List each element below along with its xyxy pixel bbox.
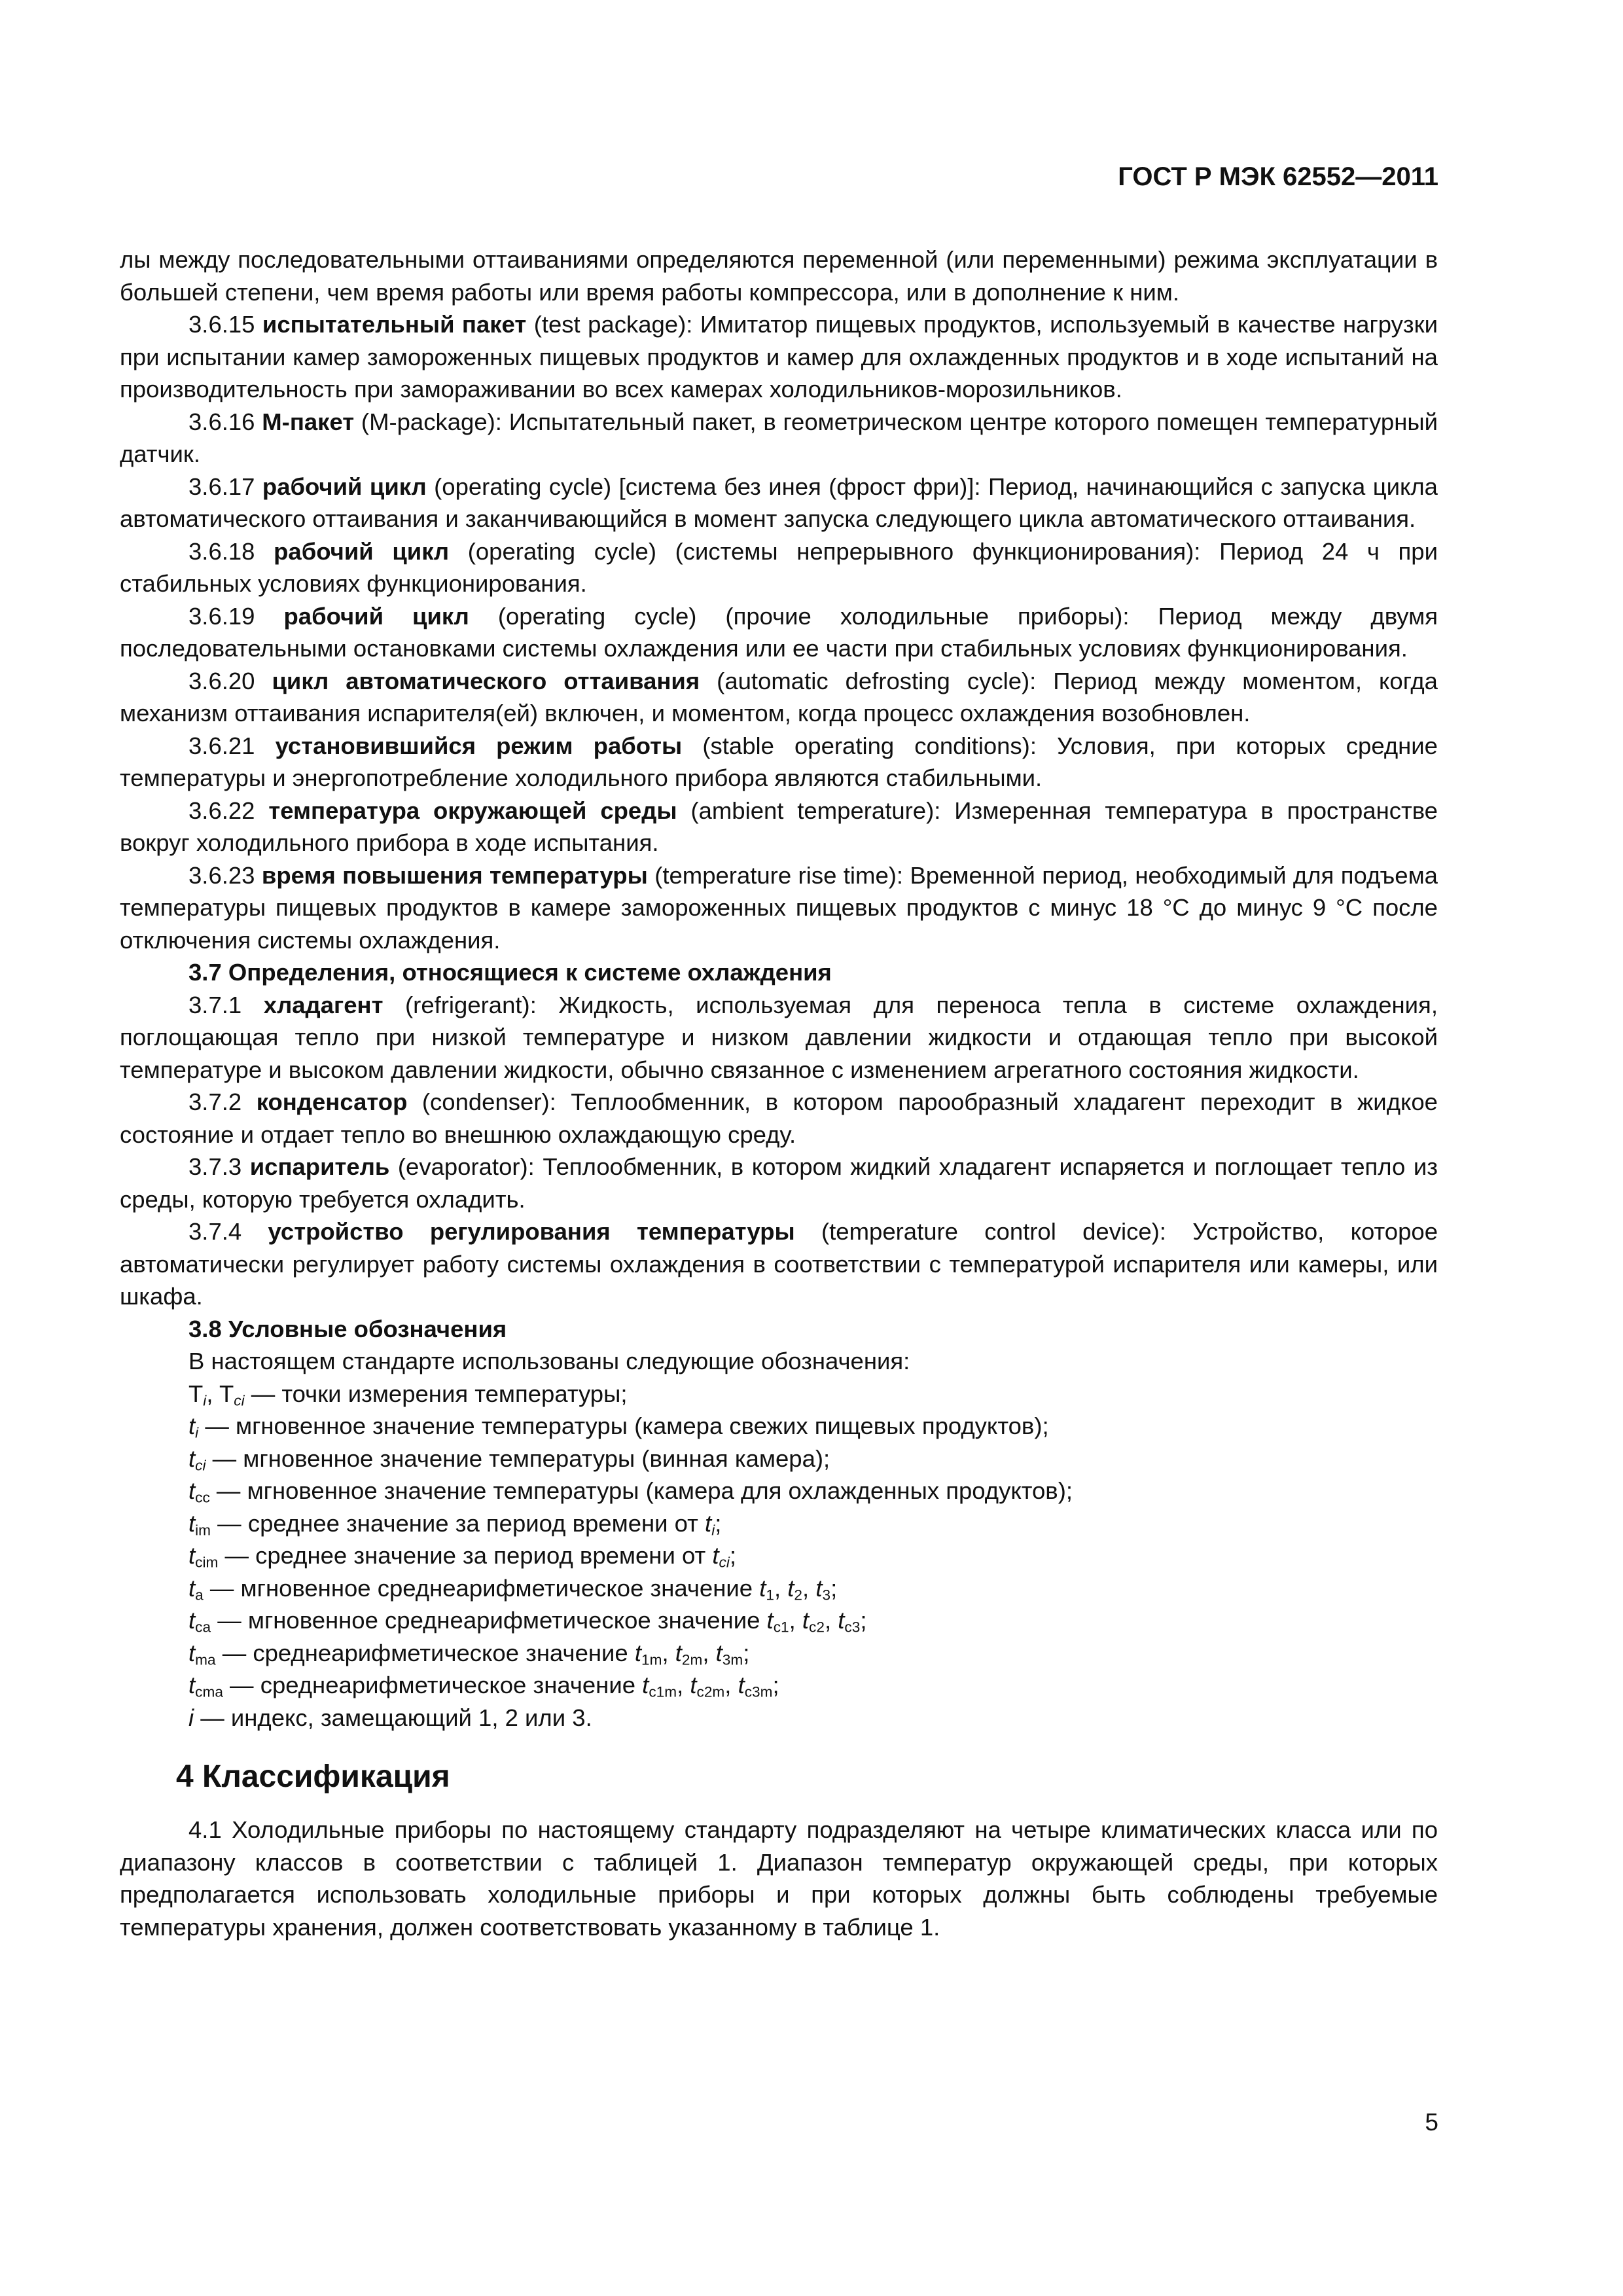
clause-number: 3.7.4	[188, 1218, 242, 1245]
symbol-item: $t_a$ — мгновенное среднеарифметическое значение $t_1$, $t_2$, $t_3$;	[188, 1574, 838, 1604]
symbol-item: $t_{cc}$ — мгновенное значение температуры (камера для охлажденных продуктов);	[188, 1477, 1073, 1506]
definition-3-6-16	[120, 406, 1438, 471]
section-heading-3-8: 3.8 Условные обозначения	[188, 1315, 507, 1342]
symbol-item: $t_{im}$ — среднее значение за период времени от $t_i$;	[188, 1509, 722, 1539]
definition-text: (condenser): Теплообменник, в котором парообразный хладагент переходит в жидкое состояние и отдает тепло во внешнюю охлаждающую среду.	[120, 1088, 1438, 1148]
term: конденсатор	[256, 1088, 408, 1115]
clause-number: 3.6.19	[188, 602, 255, 630]
clause-number: 3.7.1	[188, 991, 242, 1018]
definition-text: (operating cycle) (прочие холодильные приборы): Период между двумя последовательными остановками системы охлаждения или ее части при стабильных условиях функционирования.	[120, 602, 1438, 662]
definition-3-6-19	[120, 600, 1438, 665]
term: рабочий цикл	[283, 602, 469, 630]
symbols-list	[120, 1345, 1438, 1734]
symbol-item: $t_{cim}$ — среднее значение за период времени от $t_{ci}$;	[188, 1542, 737, 1571]
term: устройство регулирования температуры	[268, 1218, 795, 1245]
symbol-item: $t_{ci}$ — мгновенное значение температуры (винная камера);	[188, 1444, 830, 1474]
section-heading-3-7: 3.7 Определения, относящиеся к системе охлаждения	[188, 959, 832, 986]
definition-text: (operating cycle) (системы непрерывного функционирования): Период 24 ч при стабильных условиях функционирования.	[120, 537, 1438, 597]
definition-3-6-23	[120, 859, 1438, 957]
definition-text: (temperature rise time): Временной период, необходимый для подъема температуры пищевых продуктов в камере замороженных пищевых продуктов с минус 18 °С до минус 9 °С после отключения системы охлаждения.	[120, 861, 1438, 954]
symbol-item: $t_{ma}$ — среднеарифметическое значение $t_{1m}$, $t_{2m}$, $t_{3m}$;	[188, 1639, 750, 1668]
term: М-пакет	[262, 408, 355, 435]
definition-3-6-18	[120, 535, 1438, 600]
term: время повышения температуры	[261, 861, 648, 889]
symbols-intro: В настоящем стандарте использованы следующие обозначения:	[188, 1348, 910, 1374]
clause-number: 3.7.2	[188, 1088, 242, 1115]
term: температура окружающей среды	[268, 797, 677, 824]
definition-text: (test package): Имитатор пищевых продуктов, используемый в качестве нагрузки при испытании камер замороженных пищевых продуктов и камер для охлажденных продуктов и в ходе испытаний на производительность при замораживании во всех камерах холодильников-морозильников.	[120, 311, 1438, 403]
definition-3-7-1	[120, 989, 1438, 1086]
definition-text: (evaporator): Теплообменник, в котором жидкий хладагент испаряется и поглощает тепло из среды, которую требуется охладить.	[120, 1153, 1438, 1213]
definition-text: (operating cycle) [система без инея (фрост фри)]: Период, начинающийся с запуска цикла автоматического оттаивания и заканчивающийся в момент запуска следующего цикла автоматического оттаивания.	[120, 473, 1438, 532]
definition-text: (temperature control device): Устройство, которое автоматически регулирует работу системы охлаждения в соответствии с температурой испарителя или камеры, или шкафа.	[120, 1218, 1438, 1310]
section-heading-4: 4 Классификация	[176, 1759, 450, 1794]
clause-number: 3.7.3	[188, 1153, 242, 1180]
clause-number: 3.6.21	[188, 732, 255, 759]
clause-number: 3.6.16	[188, 408, 255, 435]
definition-3-7-2	[120, 1086, 1438, 1151]
symbol-item: $t_i$ — мгновенное значение температуры (камера свежих пищевых продуктов);	[188, 1412, 1049, 1441]
term: цикл автоматического оттаивания	[272, 667, 700, 694]
definition-text: (stable operating conditions): Условия, при которых средние температуры и энергопотребление холодильного прибора являются стабильными.	[120, 732, 1438, 791]
continued-paragraph: лы между последовательными оттаиваниями определяются переменной (или переменными) режима эксплуатации в большей степени, чем время работы или время работы компрессора, или в дополнение к ним.	[120, 246, 1438, 306]
definition-3-7-4	[120, 1215, 1438, 1313]
definition-3-6-20	[120, 665, 1438, 730]
symbol-item: i — индекс, замещающий 1, 2 или 3.	[188, 1704, 592, 1731]
definition-text: (ambient temperature): Измеренная температура в пространстве вокруг холодильного прибора в ходе испытания.	[120, 797, 1438, 856]
symbol-item: $T_i$, $T_{ci}$ — точки измерения температуры;	[188, 1380, 628, 1409]
page-number: 5	[1425, 2109, 1438, 2136]
term: испаритель	[249, 1153, 390, 1180]
clause-number: 3.6.20	[188, 667, 255, 694]
symbol-item: $t_{ca}$ — мгновенное среднеарифметическое значение $t_{c1}$, $t_{c2}$, $t_{c3}$;	[188, 1607, 867, 1636]
clause-number: 3.6.15	[188, 311, 255, 338]
definition-3-6-22	[120, 795, 1438, 859]
term: рабочий цикл	[274, 537, 450, 565]
term: испытательный пакет	[262, 311, 527, 338]
clause-number: 3.6.23	[188, 861, 255, 889]
clause-4-1: 4.1 Холодильные приборы по настоящему стандарту подразделяют на четыре климатических класса или по диапазону классов в соответствии с таблицей 1. Диапазон температур окружающей среды, при которых предполагается использовать холодильные приборы и при которых должны быть соблюдены требуемые температуры хранения, должен соответствовать указанному в таблице 1.	[120, 1816, 1438, 1941]
symbol-item: $t_{cma}$ — среднеарифметическое значение $t_{c1m}$, $t_{c2m}$, $t_{c3m}$;	[188, 1672, 779, 1700]
definition-3-7-3	[120, 1151, 1438, 1215]
definition-text: (M-package): Испытательный пакет, в геометрическом центре которого помещен температурный датчик.	[120, 408, 1438, 467]
term: установившийся режим работы	[275, 732, 683, 759]
clause-number: 3.6.22	[188, 797, 255, 824]
term: хладагент	[263, 991, 383, 1018]
document-body	[120, 243, 1438, 1943]
definition-3-6-21	[120, 730, 1438, 795]
definition-3-6-15	[120, 308, 1438, 406]
definition-text: (refrigerant): Жидкость, используемая для переноса тепла в системе охлаждения, поглощающая тепло при низкой температуре и низком давлении жидкости и отдающая тепло при высокой температуре и высоком давлении жидкости, обычно связанное с изменением агрегатного состояния жидкости.	[120, 991, 1438, 1083]
definition-text: (automatic defrosting cycle): Период между моментом, когда механизм оттаивания испарителя(ей) включен, и моментом, когда процесс охлаждения возобновлен.	[120, 667, 1438, 726]
definition-3-6-17	[120, 471, 1438, 535]
clause-number: 3.6.18	[188, 537, 255, 565]
clause-number: 3.6.17	[188, 473, 255, 500]
term: рабочий цикл	[262, 473, 427, 500]
standard-code-header: ГОСТ Р МЭК 62552—2011	[1118, 162, 1438, 191]
